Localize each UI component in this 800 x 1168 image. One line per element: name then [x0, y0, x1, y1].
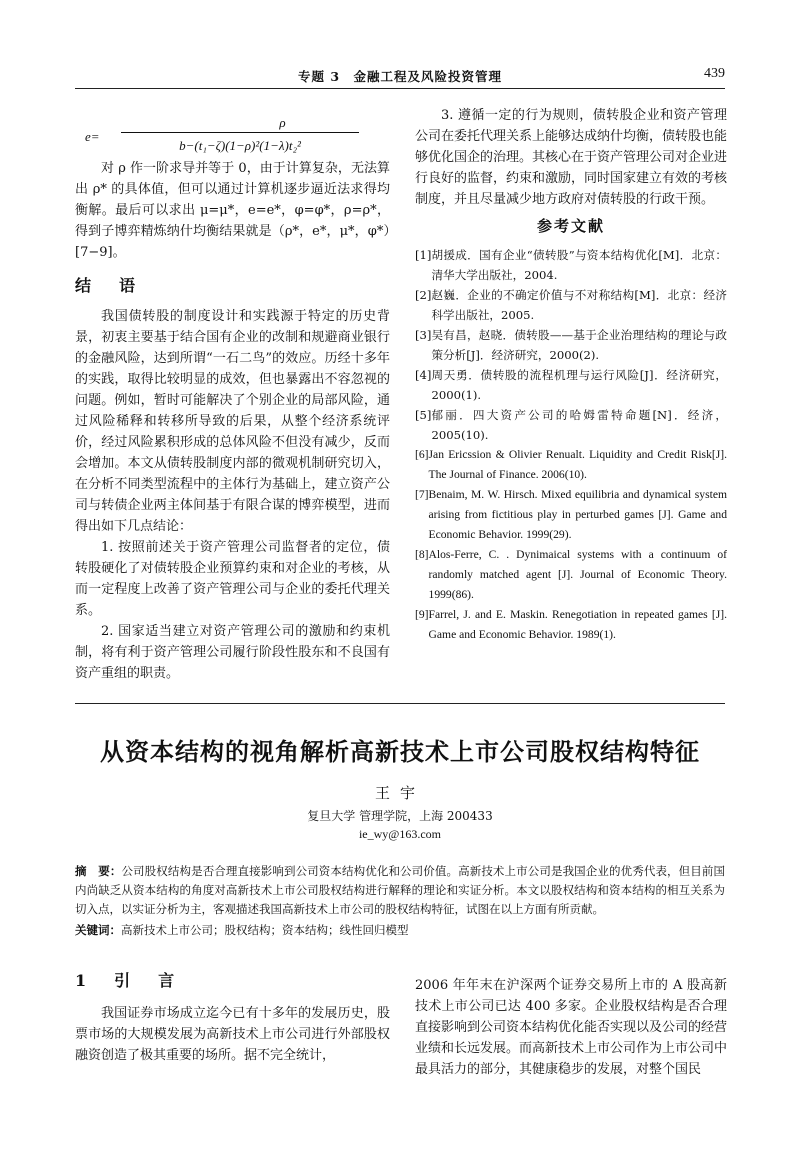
reference-number: [2]: [415, 288, 432, 302]
fraction-bar: [121, 132, 359, 133]
reference-item: [415, 325, 727, 365]
reference-number: [3]: [415, 328, 432, 342]
reference-item: [415, 365, 727, 405]
equation-lhs: e=: [85, 129, 100, 144]
references-heading: 参考文献: [536, 217, 605, 235]
running-header: [75, 64, 725, 89]
reference-number: [8]: [415, 548, 429, 561]
keywords-label: 关键词：: [75, 923, 121, 937]
author-email: ie_wy@163.com: [358, 827, 442, 841]
reference-text: 赵巍．企业的不确定价值与不对称结构[M]．北京：经济科学出版社，2005.: [431, 288, 727, 322]
right-column: [415, 105, 727, 645]
reference-number: [1]: [415, 248, 432, 262]
equation-denominator: b−(t₁−ζ)(1−ρ)²(1−λ)t₂²: [179, 138, 301, 153]
article-title: 从资本结构的视角解析高新技术上市公司股权结构特征: [100, 737, 700, 766]
conclusion-heading: 结 语: [75, 276, 142, 295]
reference-number: [9]: [415, 608, 429, 621]
reference-text: 周天勇．债转股的流程机理与运行风险[J]．经济研究，2000(1).: [431, 368, 727, 402]
reference-item: [415, 285, 727, 325]
author-name: 王宇: [374, 784, 425, 802]
equation: [75, 112, 390, 158]
reference-text: 郁丽．四大资产公司的哈姆雷特命题[N]．经济，2005(10).: [431, 408, 727, 442]
intro-right-column: [415, 975, 727, 1080]
derivation-paragraph: 对 ρ 作一阶求导并等于 0，由于计算复杂，无法算出 ρ* 的具体值，但可以通过计算机逐步逼近法求得均衡解。最后可以求出 μ=μ*，e=e*，φ=φ*，ρ=ρ*，得到子博弈精炼纳什均衡结果就是（ρ*，e*，μ*，φ*）[7−9]。: [75, 161, 390, 260]
reference-text: 胡援成．国有企业“债转股”与资本结构优化[M]．北京：清华大学出版社，2004.: [431, 248, 727, 282]
abstract-text: 公司股权结构是否合理直接影响到公司资本结构优化和公司价值。高新技术上市公司是我国企业的优秀代表，但目前国内尚缺乏从资本结构的角度对高新技术上市公司股权结构进行解释的理论和实证分析。本文以股权结构和资本结构的相互关系为切入点，以实证分析为主，客观描述我国高新技术上市公司的股权结构特征，试图在以上方面有所贡献。: [75, 864, 725, 916]
reference-item: [415, 605, 727, 645]
intro-paragraph: 我国证券市场成立迄今已有十多年的发展历史，股票市场的大规模发展为高新技术上市公司进行外部股权融资创造了极其重要的场所。据不完全统计，: [75, 1006, 390, 1063]
keywords: [75, 921, 725, 940]
article-divider: [75, 703, 725, 704]
abstract: [75, 862, 725, 919]
left-column: [75, 112, 390, 684]
reference-number: [4]: [415, 368, 432, 382]
reference-number: [6]: [415, 448, 429, 461]
reference-text: Alos-Ferre, C. . Dynimaical systems with a continuum of randomly matched agent [J]. Journal of Economic Theory. 1999(86).: [428, 548, 727, 601]
reference-item: [415, 405, 727, 445]
conclusion-point: 3. 遵循一定的行为规则，债转股企业和资产管理公司在委托代理关系上能够达成纳什均衡，债转股也能够优化国企的治理。其核心在于资产管理公司对企业进行良好的监督，约束和激励，同时国家建立有效的考核制度，并且尽量减少地方政府对债转股的行政干预。: [415, 108, 728, 207]
reference-text: Benaim, M. W. Hirsch. Mixed equilibria and dynamical system arising from fictitious play in perturbed games [J]. Game and Economic Behavior. 1999(29).: [428, 488, 727, 541]
reference-text: Jan Ericssion & Olivier Renualt. Liquidity and Credit Risk[J]. The Journal of Finance. 2006(10).: [428, 448, 727, 481]
running-title: 专题 3 金融工程及风险投资管理: [297, 69, 503, 84]
reference-number: [7]: [415, 488, 429, 501]
reference-list: [415, 245, 727, 645]
abstract-label: 摘 要：: [75, 864, 122, 878]
equation-numerator: ρ: [279, 115, 286, 130]
author-affiliation: 复旦大学 管理学院，上海 200433: [307, 809, 493, 823]
reference-text: Farrel, J. and E. Maskin. Renegotiation in repeated games [J]. Game and Economic Behavior. 1989(1).: [428, 608, 727, 641]
intro-paragraph-continued: 2006 年年末在沪深两个证券交易所上市的 A 股高新技术上市公司已达 400 多家。企业股权结构是否合理直接影响到公司资本结构优化能否实现以及公司的经营业绩和长远发展。而高新技术上市公司作为上市公司中最具活力的部分，其健康稳步的发展，对整个国民: [415, 978, 728, 1077]
reference-item: [415, 545, 727, 605]
reference-item: [415, 445, 727, 485]
reference-item: [415, 485, 727, 545]
conclusion-point: 1. 按照前述关于资产管理公司监督者的定位，债转股硬化了对债转股企业预算约束和对企业的考核，从而一定程度上改善了资产管理公司与企业的委托代理关系。: [75, 540, 390, 618]
intro-left-column: [75, 970, 390, 1066]
conclusion-point: 2. 国家适当建立对资产管理公司的激励和约束机制，将有利于资产管理公司履行阶段性股东和不良国有资产重组的职责。: [75, 624, 390, 681]
page-number: 439: [704, 66, 725, 81]
reference-number: [5]: [415, 408, 432, 422]
keywords-text: 高新技术上市公司；股权结构；资本结构；线性回归模型: [121, 923, 409, 937]
reference-item: [415, 245, 727, 285]
section-heading: 1 引 言: [75, 971, 181, 990]
abstract-block: [75, 862, 725, 940]
reference-text: 吴有昌，赵晓．债转股——基于企业治理结构的理论与政策分析[J]．经济研究，2000(2).: [431, 328, 727, 362]
conclusion-paragraph: 我国债转股的制度设计和实践源于特定的历史背景，初衷主要基于结合国有企业的改制和规避商业银行的金融风险，达到所谓“一石二鸟”的效应。历经十多年的实践，取得比较明显的成效，但也暴露出不容忽视的问题。例如，暂时可能解决了个别企业的局部风险，通过风险稀释和转移所导致的后果，从整个经济系统评价，经过风险累积形成的总体风险不但没有减少，反而会增加。本文从债转股制度内部的微观机制研究切入，在分析不同类型流程中的主体行为基础上，建立资产公司与转债企业两主体间基于有限合谋的博弈模型，进而得出如下几点结论：: [75, 309, 390, 534]
